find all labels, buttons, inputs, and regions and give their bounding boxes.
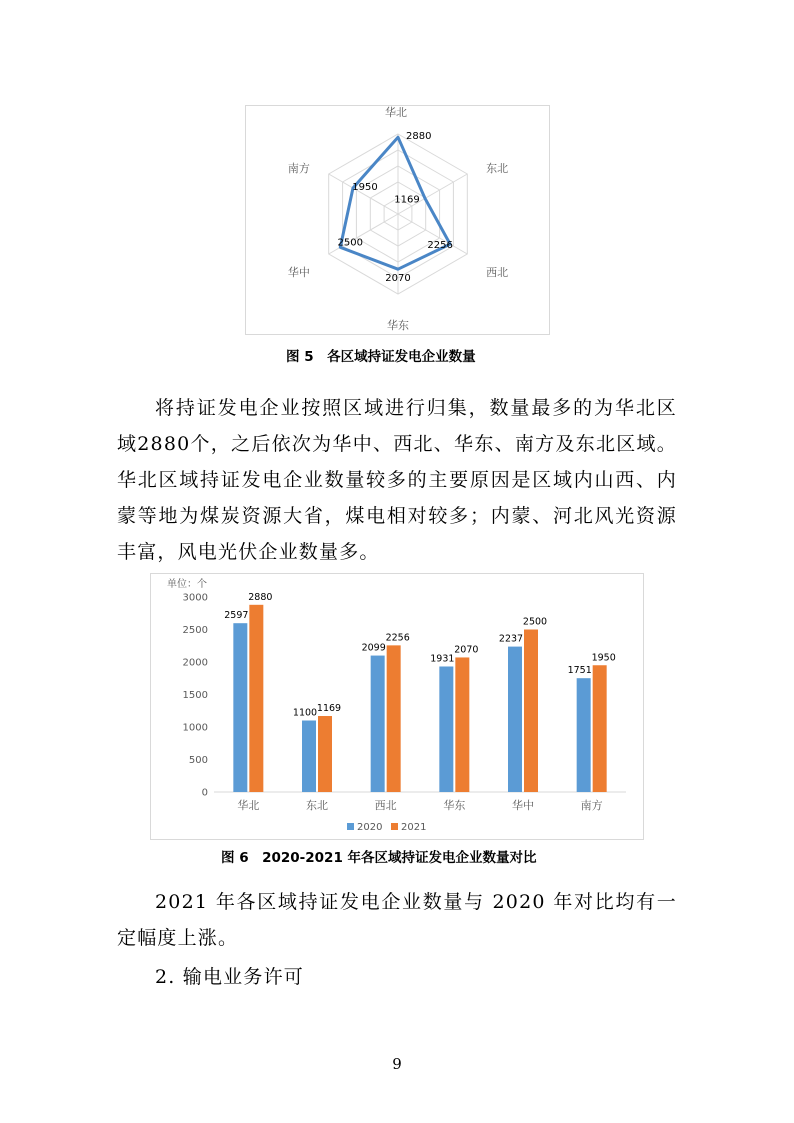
bar-value-label: 2256 — [385, 632, 410, 644]
y-tick-label: 2000 — [182, 657, 208, 669]
figure-5-caption: 图 5 各区域持证发电企业数量 — [286, 349, 476, 365]
radar-spoke — [329, 174, 398, 214]
bar-value-label: 1169 — [316, 703, 342, 715]
bar-2020 — [508, 647, 522, 792]
radar-value-label: 2256 — [427, 240, 453, 252]
radar-chart — [246, 106, 549, 334]
bar-value-label: 2070 — [454, 644, 479, 656]
legend-label: 2021 — [401, 822, 427, 833]
radar-axis-label: 华东 — [387, 319, 409, 332]
bar-2020 — [577, 678, 591, 792]
radar-axis-label: 华中 — [287, 266, 310, 279]
bar-2021 — [318, 716, 332, 792]
x-tick-label: 西北 — [374, 799, 397, 812]
x-tick-label: 南方 — [580, 799, 603, 812]
bar-2020 — [371, 656, 385, 792]
bar-value-label: 1100 — [292, 707, 318, 719]
radar-axis-label: 西北 — [486, 266, 509, 279]
bar-value-label: 2880 — [248, 591, 273, 603]
bar-value-label: 1931 — [430, 653, 455, 665]
bar-2021 — [249, 605, 263, 792]
radar-value-label: 2070 — [385, 273, 411, 285]
bar-value-label: 2500 — [522, 616, 548, 628]
bar-value-label: 2597 — [224, 610, 249, 622]
bar-2020 — [302, 721, 316, 793]
y-tick-label: 500 — [188, 755, 208, 766]
y-tick-label: 2500 — [182, 625, 208, 636]
y-tick-label: 1500 — [182, 690, 208, 701]
bar-2020 — [233, 623, 247, 792]
paragraph-2: 2021 年各区域持证发电企业数量与 2020 年对比均有一定幅度上涨。 — [117, 891, 677, 949]
bar-value-label: 1751 — [567, 665, 592, 677]
legend-swatch-2021 — [391, 823, 398, 830]
bar-2020 — [439, 666, 453, 792]
radar-axis-label: 南方 — [287, 162, 310, 175]
radar-chart-figure — [245, 105, 550, 335]
bar-chart — [151, 574, 643, 839]
bar-2021 — [593, 665, 607, 792]
figure-6-caption: 图 6 2020-2021 年各区域持证发电企业数量对比 — [221, 850, 537, 866]
legend-swatch-2020 — [347, 823, 354, 830]
bar-2021 — [455, 657, 469, 792]
bar-value-label: 2099 — [361, 642, 386, 654]
legend-label: 2020 — [357, 822, 383, 833]
x-tick-label: 东北 — [306, 799, 328, 812]
radar-value-label: 1169 — [394, 194, 420, 206]
y-tick-label: 0 — [201, 787, 208, 799]
y-tick-label: 3000 — [182, 592, 208, 604]
bar-chart-figure — [150, 573, 644, 840]
radar-value-label: 2880 — [406, 131, 432, 143]
bar-2021 — [387, 645, 401, 792]
paragraph-1: 将持证发电企业按照区域进行归集，数量最多的为华北区域2880个，之后依次为华中、西北、华东、南方及东北区域。华北区域持证发电企业数量较多的主要原因是区域内山西、内蒙等地为煤炭资源大省，煤电相对较多；内蒙、河北风光资源丰富，风电光伏企业数量多。 — [117, 397, 677, 563]
y-tick-label: 1000 — [182, 722, 208, 734]
radar-axis-label: 东北 — [486, 162, 509, 175]
bar-value-label: 1950 — [591, 652, 616, 664]
bar-2021 — [524, 630, 538, 793]
x-tick-label: 华北 — [237, 799, 260, 812]
bar-value-label: 2237 — [498, 633, 524, 645]
radar-value-label: 2500 — [337, 237, 363, 249]
x-tick-label: 华中 — [512, 799, 534, 812]
page-number: 9 — [392, 1055, 402, 1073]
radar-axis-label: 华北 — [385, 106, 407, 119]
section-heading: 2. 输电业务许可 — [155, 966, 304, 988]
x-tick-label: 华东 — [443, 799, 466, 812]
y-unit-label: 单位：个 — [167, 579, 207, 590]
radar-value-label: 1950 — [352, 182, 378, 193]
